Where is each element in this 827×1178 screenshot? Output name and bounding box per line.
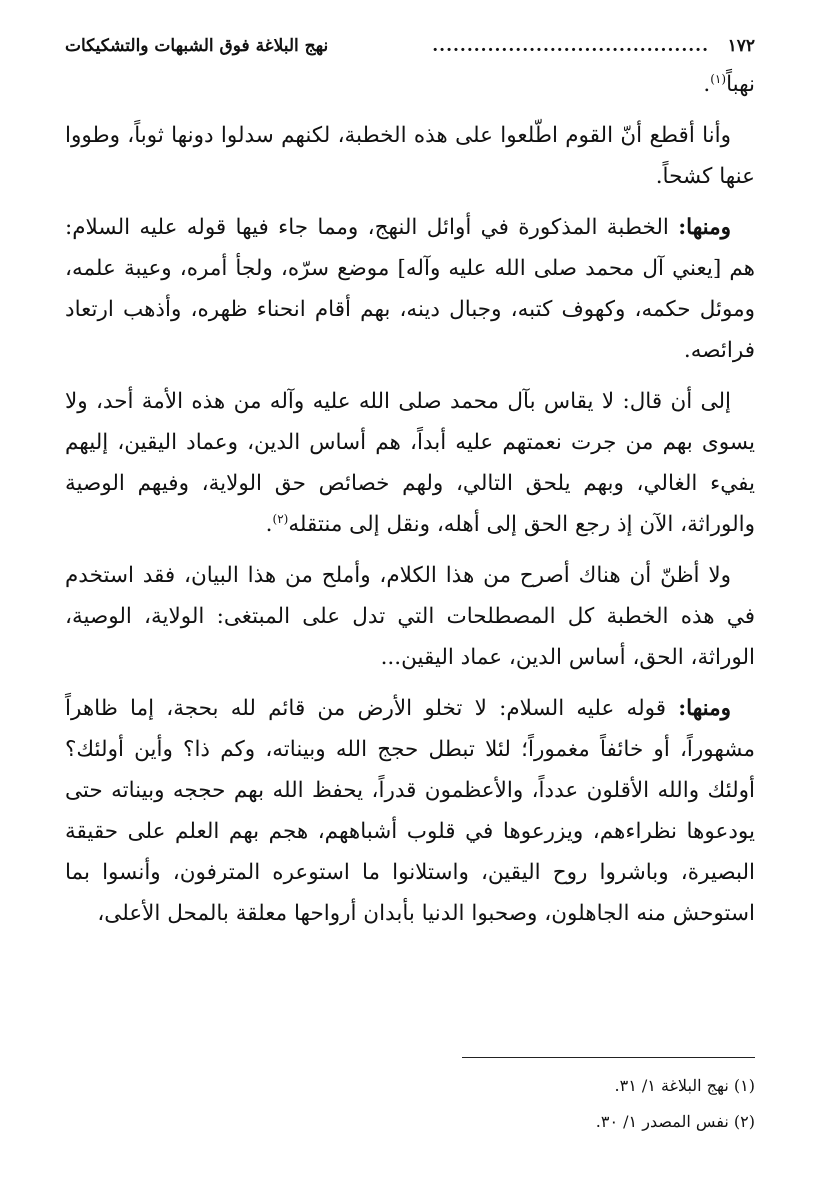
paragraph-text: وأنا أقطع أنّ القوم اطّلعوا على هذه الخطبة، لكنهم سدلوا دونها ثوباً، وطووا عنها كشحاً. [65, 123, 755, 189]
paragraph [65, 381, 755, 545]
paragraph [65, 64, 755, 105]
paragraph-text: الخطبة المذكورة في أوائل النهج، ومما جاء فيها قوله عليه السلام: هم [يعني آل محمد صلى الله عليه وآله] موضع سرّه، ولجأ أمره، وعيبة علمه، وموئل حكمه، وكهوف كتبه، وجبال دينه، بهم أقام انحناء ظهره، وأذهب ارتعاد فرائصه. [65, 215, 755, 363]
paragraph [65, 688, 755, 934]
footnotes [65, 1068, 755, 1140]
paragraph-text: ولا أظنّ أن هناك أصرح من هذا الكلام، وأملح من هذا البيان، فقد استخدم في هذه الخطبة كل المصطلحات التي تدل على المبتغى: الولاية، الوصية، الوراثة، الحق، أساس الدين، عماد اليقين... [65, 563, 755, 670]
paragraph-end: . [265, 512, 273, 537]
paragraph [65, 115, 755, 197]
body-text [65, 64, 755, 934]
page [65, 28, 755, 944]
running-header [65, 28, 755, 64]
paragraph-end: . [703, 72, 711, 97]
footnote-reference[interactable]: (٢) [272, 511, 289, 526]
footnote-separator [65, 1057, 755, 1058]
header-dot-leader: ........................................ [432, 36, 709, 56]
footnote: (١) نهج البلاغة ١/ ٣١. [614, 1076, 755, 1095]
paragraph-text: قوله عليه السلام: لا تخلو الأرض من قائم لله بحجة، إما ظاهراً مشهوراً، أو خائفاً مغموراً؛ لئلا تبطل حجج الله وبيناته، وكم ذا؟ وأين أولئك؟ أولئك والله الأقلون عدداً، والأعظمون قدراً، يحفظ الله بهم حججه وبيناته حتى يودعوها نظراءهم، ويزرعوها في قلوب أشباههم، هجم بهم العلم على حقيقة البصيرة، وباشروا روح اليقين، واستلانوا ما استوعره المترفون، وأنسوا بما استوحش منه الجاهلون، وصحبوا الدنيا بأبدان أرواحها معلقة بالمحل الأعلى، [65, 696, 755, 926]
paragraph-lead: ومنها: [678, 696, 731, 721]
page-number: ١٧٢ [727, 36, 755, 56]
paragraph [65, 207, 755, 371]
paragraph-text: إلى أن قال: لا يقاس بآل محمد صلى الله عليه وآله من هذه الأمة أحد، ولا يسوى بهم من جرت نعمتهم عليه أبداً، هم أساس الدين، وعماد اليقين، إليهم يفيء الغالي، وبهم يلحق التالي، ولهم خصائص حق الولاية، وفيهم الوصية والوراثة، الآن إذ رجع الحق إلى أهله، ونقل إلى منتقله [65, 389, 755, 537]
running-title: نهج البلاغة فوق الشبهات والتشكيكات [65, 36, 329, 56]
footnote: (٢) نفس المصدر ١/ ٣٠. [595, 1112, 755, 1131]
footnote-reference[interactable]: (١) [710, 71, 727, 86]
paragraph [65, 555, 755, 678]
footnote-rule-line [462, 1057, 755, 1058]
paragraph-lead: ومنها: [678, 215, 731, 240]
paragraph-text: نهباً [726, 72, 755, 97]
